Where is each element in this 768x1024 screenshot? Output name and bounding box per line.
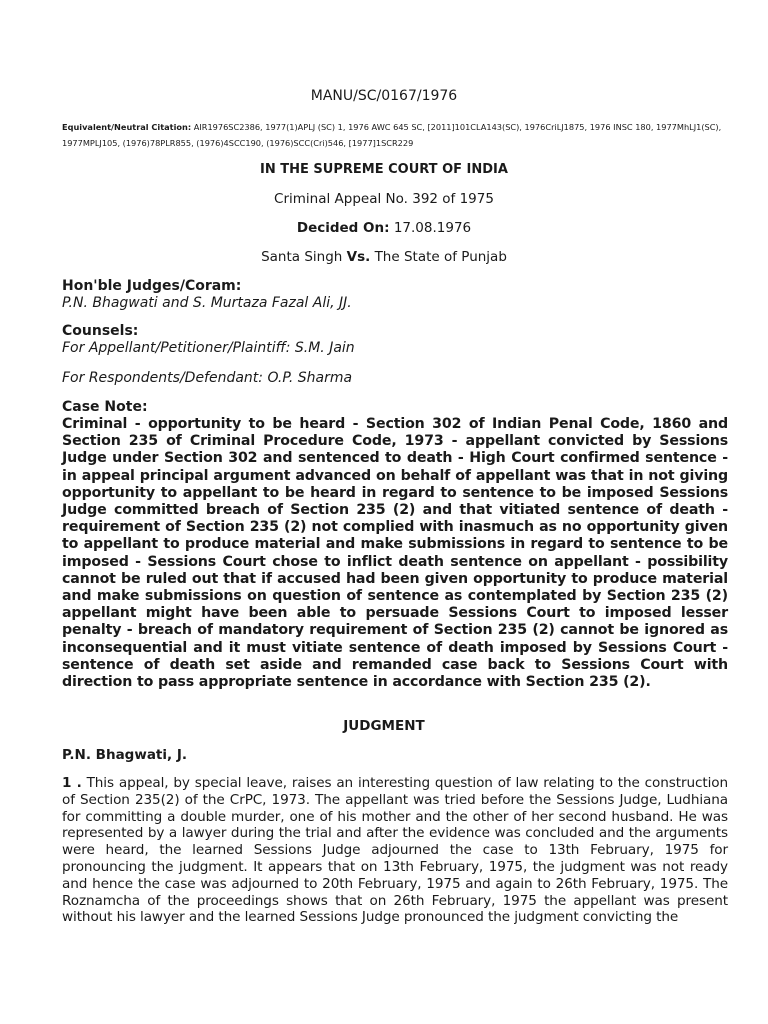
appeal-number: Criminal Appeal No. 392 of 1975 <box>274 191 494 207</box>
appellant-name: Santa Singh <box>261 249 343 265</box>
judges-section <box>62 278 728 312</box>
paragraph-text: This appeal, by special leave, raises an interesting question of law relating to the construction of Section 235(2) of the CrPC, 1973. The appellant was tried before the Sessions Judge, Ludhiana for committing a double murder, one of his mother and the other of her second husband. He was represented by a lawyer during the trial and after the evidence was concluded and the arguments were heard, the learned Sessions Judge adjourned the case to 13th February, 1975 for pronouncing the judgment. It appears that on 13th February, 1975, the judgment was not ready and hence the case was adjourned to 20th February, 1975 and again to 26th February, 1975. The Roznamcha of the proceedings shows that on 26th February, 1975 the appellant was present without his lawyer and the learned Sessions Judge pronounced the judgment convicting the <box>62 775 728 926</box>
case-note-label: Case Note: <box>62 399 148 415</box>
counsel-respondent-block <box>62 370 728 387</box>
parties <box>0 249 768 265</box>
judges-label: Hon'ble Judges/Coram: <box>62 278 242 294</box>
counsel-respondent: For Respondents/Defendant: O.P. Sharma <box>62 370 353 386</box>
judgment-paragraph <box>62 775 728 926</box>
decided-label: Decided On: <box>296 220 390 236</box>
case-note-section <box>62 399 728 691</box>
counsels-section <box>62 323 728 357</box>
citation-label: Equivalent/Neutral Citation: <box>62 122 192 132</box>
counsels-label: Counsels: <box>62 323 139 339</box>
decided-date: 17.08.1976 <box>393 220 472 236</box>
decided-on <box>0 220 768 236</box>
paragraph-number: 1 . <box>62 775 82 791</box>
respondent-name: The State of Punjab <box>374 249 507 265</box>
equivalent-citation <box>62 119 728 151</box>
counsel-appellant: For Appellant/Petitioner/Plaintiff: S.M. Jain <box>62 340 355 356</box>
case-note-text: Criminal - opportunity to be heard - Section 302 of Indian Penal Code, 1860 and Section 235 of Criminal Procedure Code, 1973 - appellant convicted by Sessions Judge under Section 302 and sentenced to death - High Court confirmed sentence - in appeal principal argument advanced on behalf of appellant was that in not giving opportunity to appellant to be heard in regard to sentence to be imposed Sessions Judge committed breach of Section 235 (2) and that vitiated sentence of death - requirement of Section 235 (2) not complied with inasmuch as no opportunity given to appellant to produce material and make submissions in regard to sentence to be imposed - Sessions Court chose to inflict death sentence on appellant - possibility cannot be ruled out that if accused had been given opportunity to produce material and make submissions on question of sentence as contemplated by Section 235 (2) appellant might have been able to persuade Sessions Court to imposed lesser penalty - breach of mandatory requirement of Section 235 (2) cannot be ignored as inconsequential and it must vitiate sentence of death imposed by Sessions Court - sentence of death set aside and remanded case back to Sessions Court with direction to pass appropriate sentence in accordance with Section 235 (2). <box>62 416 728 691</box>
court-name: IN THE SUPREME COURT OF INDIA <box>260 162 508 177</box>
manu-citation: MANU/SC/0167/1976 <box>310 88 458 104</box>
citation-text: AIR1976SC2386, 1977(1)APLJ (SC) 1, 1976 AWC 645 SC, [2011]101CLA143(SC), 1976CriLJ1875, 1976 INSC 180, 1977MhLJ1(SC), 1977MPLJ105, (1976)78PLR855, (1976)4SCC190, (1976)SCC(Cri)546, [1977]1SCR229 <box>62 122 722 148</box>
judges-names: P.N. Bhagwati and S. Murtaza Fazal Ali, JJ. <box>62 295 352 311</box>
versus: Vs. <box>346 249 371 265</box>
judgment-author: P.N. Bhagwati, J. <box>62 747 187 763</box>
judgment-heading: JUDGMENT <box>343 718 425 734</box>
